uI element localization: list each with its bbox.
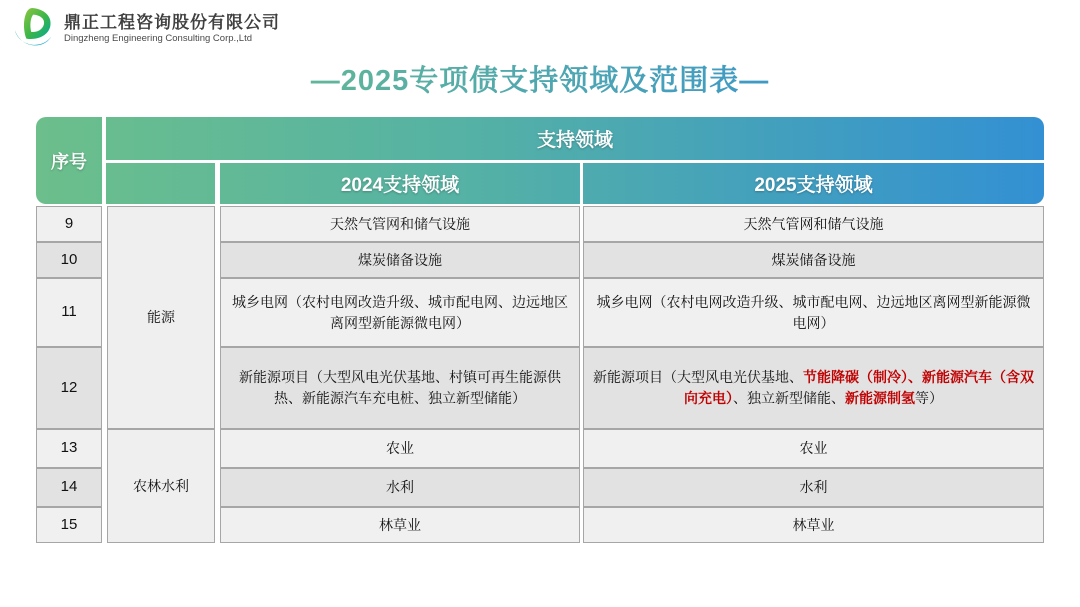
support-2025-cell: 煤炭储备设施 xyxy=(583,242,1044,278)
support-2024-cell: 煤炭储备设施 xyxy=(220,242,580,278)
highlight-text: 新能源制氢 xyxy=(845,390,915,406)
table-header xyxy=(36,117,1044,204)
support-2025-cell: 城乡电网（农村电网改造升级、城市配电网、边远地区离网型新能源微电网） xyxy=(583,278,1044,347)
page-title: —2025专项债支持领域及范围表— xyxy=(0,58,1080,99)
row-number-cell: 13 xyxy=(36,429,102,468)
support-2024-cell: 水利 xyxy=(220,468,580,507)
support-2024-cell: 新能源项目（大型风电光伏基地、村镇可再生能源供热、新能源汽车充电桩、独立新型储能） xyxy=(220,347,580,429)
row-number-cell: 12 xyxy=(36,347,102,429)
support-2024-cell: 城乡电网（农村电网改造升级、城市配电网、边远地区离网型新能源微电网） xyxy=(220,278,580,347)
company-logo xyxy=(12,7,280,51)
support-2024-cell: 农业 xyxy=(220,429,580,468)
row-number-cell: 14 xyxy=(36,468,102,507)
header-cell-2024: 2024支持领域 xyxy=(340,175,460,196)
support-2025-cell: 天然气管网和储气设施 xyxy=(583,206,1044,242)
header-cell-index: 序号 xyxy=(51,151,87,172)
support-2025-cell: 林草业 xyxy=(583,507,1044,543)
row-number-cell: 15 xyxy=(36,507,102,543)
highlight-text: 新能源汽车（含双向充电） xyxy=(684,369,1034,406)
header-cell-2025: 2025支持领域 xyxy=(754,175,873,196)
row-number-cell: 9 xyxy=(36,206,102,242)
category-cell: 农林水利 xyxy=(107,429,215,543)
support-2025-cell: 农业 xyxy=(583,429,1044,468)
support-2024-cell: 天然气管网和储气设施 xyxy=(220,206,580,242)
category-cell: 能源 xyxy=(107,206,215,429)
support-2025-cell: 新能源项目（大型风电光伏基地、节能降碳（制冷）、新能源汽车（含双向充电）、独立新型储能、新能源制氢等） xyxy=(583,347,1044,429)
support-2025-cell: 水利 xyxy=(583,468,1044,507)
support-2024-cell: 林草业 xyxy=(220,507,580,543)
row-number-cell: 11 xyxy=(36,278,102,347)
table-body xyxy=(36,206,1044,543)
header-cell-support-group: 支持领域 xyxy=(536,130,613,151)
highlight-text: 节能降碳（制冷）、 xyxy=(803,369,922,385)
company-name-cn: 鼎正工程咨询股份有限公司 xyxy=(64,13,280,32)
row-number-cell: 10 xyxy=(36,242,102,278)
company-name-en: Dingzheng Engineering Consulting Corp.,Ltd xyxy=(64,33,253,44)
company-logo-icon xyxy=(12,7,58,51)
